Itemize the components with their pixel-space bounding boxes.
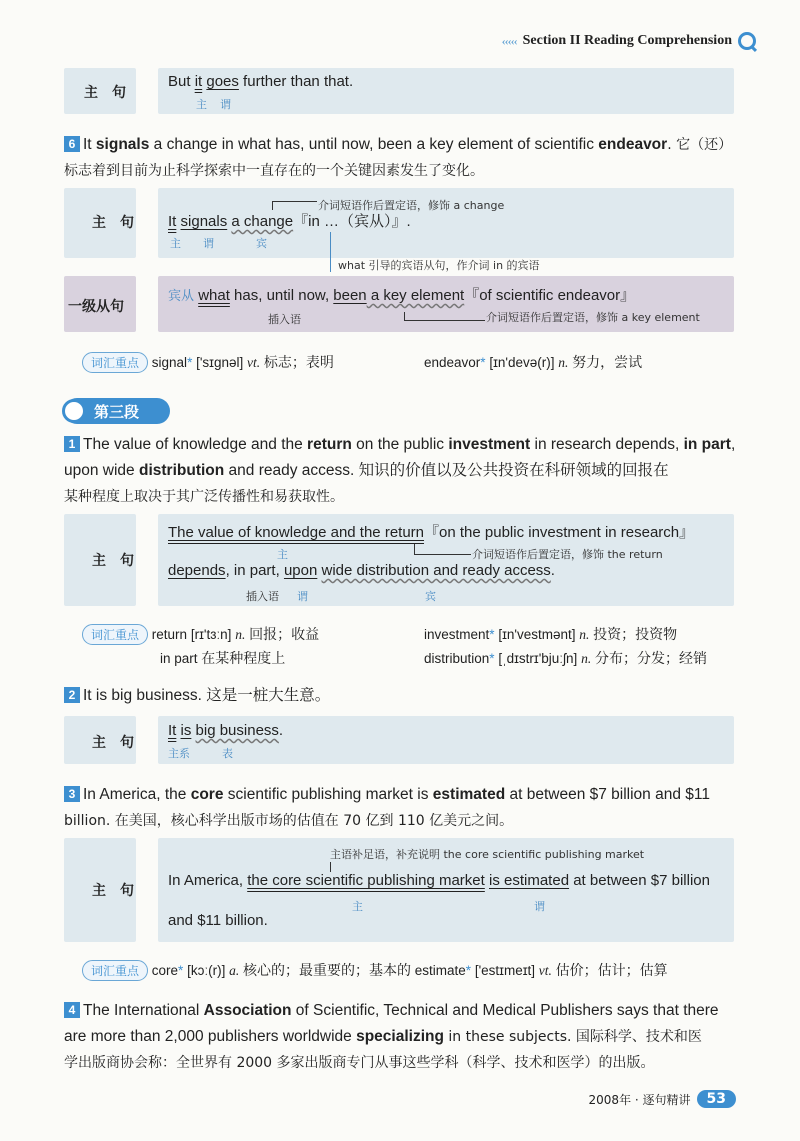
- box2-role-subj: 主: [170, 237, 181, 250]
- q3-keyword-estimated: estimated: [432, 786, 506, 803]
- box2-a-change: a change: [231, 213, 294, 230]
- p6-t3: . 它（还）: [667, 137, 733, 153]
- box4-note-bracket: [414, 544, 471, 555]
- box6-line2: and $11 billion.: [168, 912, 268, 929]
- box5-label: 主 句: [92, 735, 134, 751]
- box3-what: what: [198, 287, 230, 304]
- box6-rest: at between $7 billion: [569, 872, 710, 889]
- box4-note: 介词短语作后置定语，修饰 the return: [472, 548, 663, 561]
- q4-translation: 学出版商协会称：全世界有 2000 多家出版商专门从事这些学科（科学、技术和医学）的出版。: [64, 1055, 655, 1071]
- vocab-1: 词汇重点 signal* ['sɪɡnəl] vt. 标志；表明 endeavor* [ɪn'devə(r)] n. 努力，尝试: [82, 352, 742, 373]
- q4-keyword-specializing: specializing: [356, 1028, 444, 1045]
- box4-label: 主 句: [92, 553, 134, 569]
- vocab-pos: vt.: [247, 355, 261, 370]
- q1-t2: on the public: [351, 436, 449, 453]
- header-title: Section II Reading Comprehension: [522, 33, 732, 48]
- box5-sentence: [168, 722, 283, 739]
- vocab-meaning: 回报；收益: [249, 627, 320, 643]
- q3-keyword-core: core: [190, 786, 224, 803]
- running-header: [502, 32, 756, 50]
- box2-link-line: [330, 232, 331, 272]
- vocab-word: in part: [160, 651, 198, 666]
- box6-line1: [168, 872, 710, 889]
- sentence-number: 3: [64, 786, 80, 802]
- box4-end: .: [550, 562, 555, 579]
- box6-pre: In America,: [168, 872, 248, 889]
- box5-it: It: [168, 722, 177, 739]
- vocab-word: investment: [424, 627, 490, 642]
- box2-note1: 介词短语作后置定语，修饰 a change: [318, 199, 505, 212]
- section-title: 第三段: [94, 402, 140, 421]
- q1-t3: in research depends,: [530, 436, 684, 453]
- vocab-phonetic: ['estɪmeɪt]: [474, 963, 536, 978]
- vocab-meaning: 投资；投资物: [593, 627, 678, 643]
- box2-note2: what 引导的宾语从句，作介词 in 的宾语: [338, 259, 540, 272]
- box5-big-business: big business: [195, 722, 279, 739]
- box2-rest: 『in …（宾从）』.: [293, 213, 411, 230]
- box5-role-2: 表: [222, 747, 233, 760]
- vocab-pos: vt.: [538, 963, 552, 978]
- box1-role-subj: 主: [196, 98, 207, 111]
- vocab-meaning: 努力，尝试: [572, 355, 643, 371]
- vocab-pos: n.: [581, 651, 592, 666]
- box2-label: 主 句: [92, 215, 134, 231]
- box6-note-arrow: [330, 862, 331, 872]
- vocab-tag: 词汇重点: [82, 624, 148, 645]
- vocab-word: signal: [151, 355, 188, 370]
- paragraph-3-4: [64, 998, 744, 1076]
- box3-label: 一级从句: [68, 299, 124, 315]
- vocab-3: 词汇重点 core* [kɔː(r)] a. 核心的；最重要的；基本的 estimate* ['estɪmeɪt] vt. 估价；估计；估算: [82, 960, 742, 981]
- box5-end: .: [278, 722, 284, 739]
- vocab-2: 词汇重点 return [rɪ'tɜːn] n. 回报；收益 investment* [ɪn'vestmənt] n. 投资；投资物 in part 在某种程度上 distribution* [ˌdɪstrɪ'bjuːʃn] n. 分布；分发；经销: [82, 624, 742, 668]
- vocab-pos: n.: [235, 627, 246, 642]
- q3-t3: at between $7 billion and $11: [505, 786, 710, 803]
- box4-line2: [168, 562, 555, 579]
- box4-in-part: in part: [233, 562, 276, 579]
- p6-t2: a change in what has, until now, been a key element of scientific: [149, 136, 599, 153]
- box1-role-pred: 谓: [220, 98, 231, 111]
- box1-text-b: further than that.: [238, 73, 354, 90]
- vocab-word: core: [151, 963, 179, 978]
- box1-sentence: [168, 73, 353, 90]
- paragraph-3-1: [64, 432, 744, 510]
- q3-translation: billion. 在美国，核心科学出版市场的估值在 70 亿到 110 亿美元之间。: [64, 813, 514, 829]
- p6-keyword-signals: signals: [95, 136, 150, 153]
- box2-note-bracket: [272, 201, 317, 210]
- box4-role-obj: 宾: [425, 590, 436, 603]
- q1-keyword-distribution: distribution: [138, 462, 225, 479]
- box4-role-pred: 谓: [297, 590, 308, 603]
- box3-key: a key element: [366, 287, 465, 304]
- vocab-word: estimate: [414, 963, 466, 978]
- box1-text-a: But: [168, 73, 195, 90]
- q1-t4: , upon wide: [64, 436, 736, 479]
- vocab-meaning: 分布；分发；经销: [594, 651, 707, 667]
- vocab-phonetic: [ɪn'devə(r)]: [489, 355, 555, 370]
- box2-sentence: [168, 210, 411, 231]
- header-arrows: ‹‹‹‹‹: [501, 33, 517, 48]
- p6-keyword-endeavor: endeavor: [598, 136, 668, 153]
- sentence-number: 2: [64, 687, 80, 703]
- vocab-tag: 词汇重点: [82, 352, 148, 373]
- p6-translation: 标志着到目前为止科学探索中一直存在的一个关键因素发生了变化。: [64, 163, 484, 179]
- q4-t4: in these subjects. 国际科学、技术和医: [443, 1029, 702, 1045]
- box6-predicate: is estimated: [489, 872, 570, 889]
- box6-role-subj: 主: [352, 900, 363, 913]
- vocab-word: return: [151, 627, 188, 642]
- q1-keyword-in-part: in part: [683, 436, 731, 453]
- box4-line1: [168, 521, 694, 542]
- box4-upon: upon: [283, 562, 318, 579]
- q1-keyword-investment: investment: [448, 436, 531, 453]
- box4-comma2: ,: [275, 562, 284, 579]
- vocab-pos: a.: [229, 963, 240, 978]
- box6-subject: the core scientific publishing market: [247, 872, 485, 889]
- box3-tag: 宾从: [168, 289, 195, 304]
- box6-role-pred: 谓: [534, 900, 545, 913]
- page-footer: [589, 1090, 736, 1108]
- vocab-meaning: 标志；表明: [263, 355, 334, 371]
- vocab-meaning: 估价；估计；估算: [555, 963, 668, 979]
- box4-rest: 『on the public investment in research』: [424, 524, 695, 541]
- vocab-pos: n.: [579, 627, 590, 642]
- box3-rest: 『of scientific endeavor』: [464, 287, 636, 304]
- vocab-phonetic: [ɪn'vestmənt]: [498, 627, 576, 642]
- vocab-phonetic: [rɪ'tɜːn]: [190, 627, 232, 642]
- box2-signals: signals: [180, 213, 228, 230]
- q3-t1: In America, the: [83, 786, 191, 803]
- vocab-word: endeavor: [424, 355, 481, 370]
- box1-goes: goes: [206, 73, 239, 90]
- magnifier-q-icon: [738, 32, 756, 50]
- paragraph-3-2: [64, 683, 744, 709]
- footer-label: 2008年 · 逐句精讲: [588, 1092, 691, 1107]
- vocab-pos: n.: [558, 355, 569, 370]
- sentence-number: 6: [64, 136, 80, 152]
- vocab-meaning: 在某种程度上: [201, 651, 286, 667]
- q1-t5: and ready access. 知识的价值以及公共投资在科研领域的回报在: [224, 462, 669, 479]
- box3-note-bracket: [404, 312, 485, 321]
- box6-note: 主语补足语，补充说明 the core scientific publishing market: [330, 848, 645, 861]
- box3-been: been: [333, 287, 367, 304]
- vocab-tag: 词汇重点: [82, 960, 148, 981]
- box3-sentence: [168, 284, 635, 305]
- box2-role-pred: 谓: [203, 237, 214, 250]
- paragraph-6: [64, 132, 744, 184]
- q1-keyword-return: return: [307, 436, 352, 453]
- q4-t3: are more than 2,000 publishers worldwide: [64, 1028, 357, 1045]
- q4-keyword-association: Association: [203, 1002, 292, 1019]
- q3-t2: scientific publishing market is: [223, 786, 433, 803]
- box6-label: 主 句: [92, 883, 134, 899]
- q4-t2: of Scientific, Technical and Medical Publishers says that there: [291, 1002, 719, 1019]
- vocab-phonetic: ['sɪɡnəl]: [196, 355, 244, 370]
- box4-comma1: ,: [225, 562, 234, 579]
- section-badge: [64, 398, 170, 424]
- box1-label: 主 句: [84, 85, 126, 101]
- box4-depends: depends: [168, 562, 226, 579]
- box4-role-subj: 主: [277, 548, 288, 561]
- paragraph-3-3: [64, 782, 744, 834]
- sentence-number: 1: [64, 436, 80, 452]
- sentence-number: 4: [64, 1002, 80, 1018]
- q1-translation: 某种程度上取决于其广泛传播性和易获取性。: [64, 489, 344, 505]
- box4-subject: The value of knowledge and the return: [168, 524, 425, 541]
- q4-t1: The International: [83, 1002, 204, 1019]
- box3-insertion: 插入语: [268, 313, 301, 326]
- box3-has: has, until now,: [234, 287, 334, 304]
- q1-t1: The value of knowledge and the: [83, 436, 308, 453]
- section-q-icon: [62, 399, 86, 423]
- box4-insertion: 插入语: [246, 590, 279, 603]
- vocab-phonetic: [kɔː(r)]: [187, 963, 226, 978]
- vocab-meaning: 核心的；最重要的；基本的: [242, 963, 411, 979]
- box5-role-1: 主系: [168, 747, 190, 760]
- p6-t1: It: [83, 136, 96, 153]
- vocab-phonetic: [ˌdɪstrɪ'bjuːʃn]: [498, 651, 578, 666]
- q2-text: It is big business. 这是一桩大生意。: [83, 687, 331, 704]
- page-number: 53: [697, 1090, 736, 1108]
- box2-role-obj: 宾: [256, 237, 267, 250]
- box2-it: It: [168, 213, 177, 230]
- box3-note: 介词短语作后置定语，修饰 a key element: [486, 311, 700, 324]
- box4-object: wide distribution and ready access: [321, 562, 551, 579]
- vocab-word: distribution: [424, 651, 490, 666]
- box1-it: it: [194, 73, 203, 90]
- box5-is: is: [180, 722, 192, 739]
